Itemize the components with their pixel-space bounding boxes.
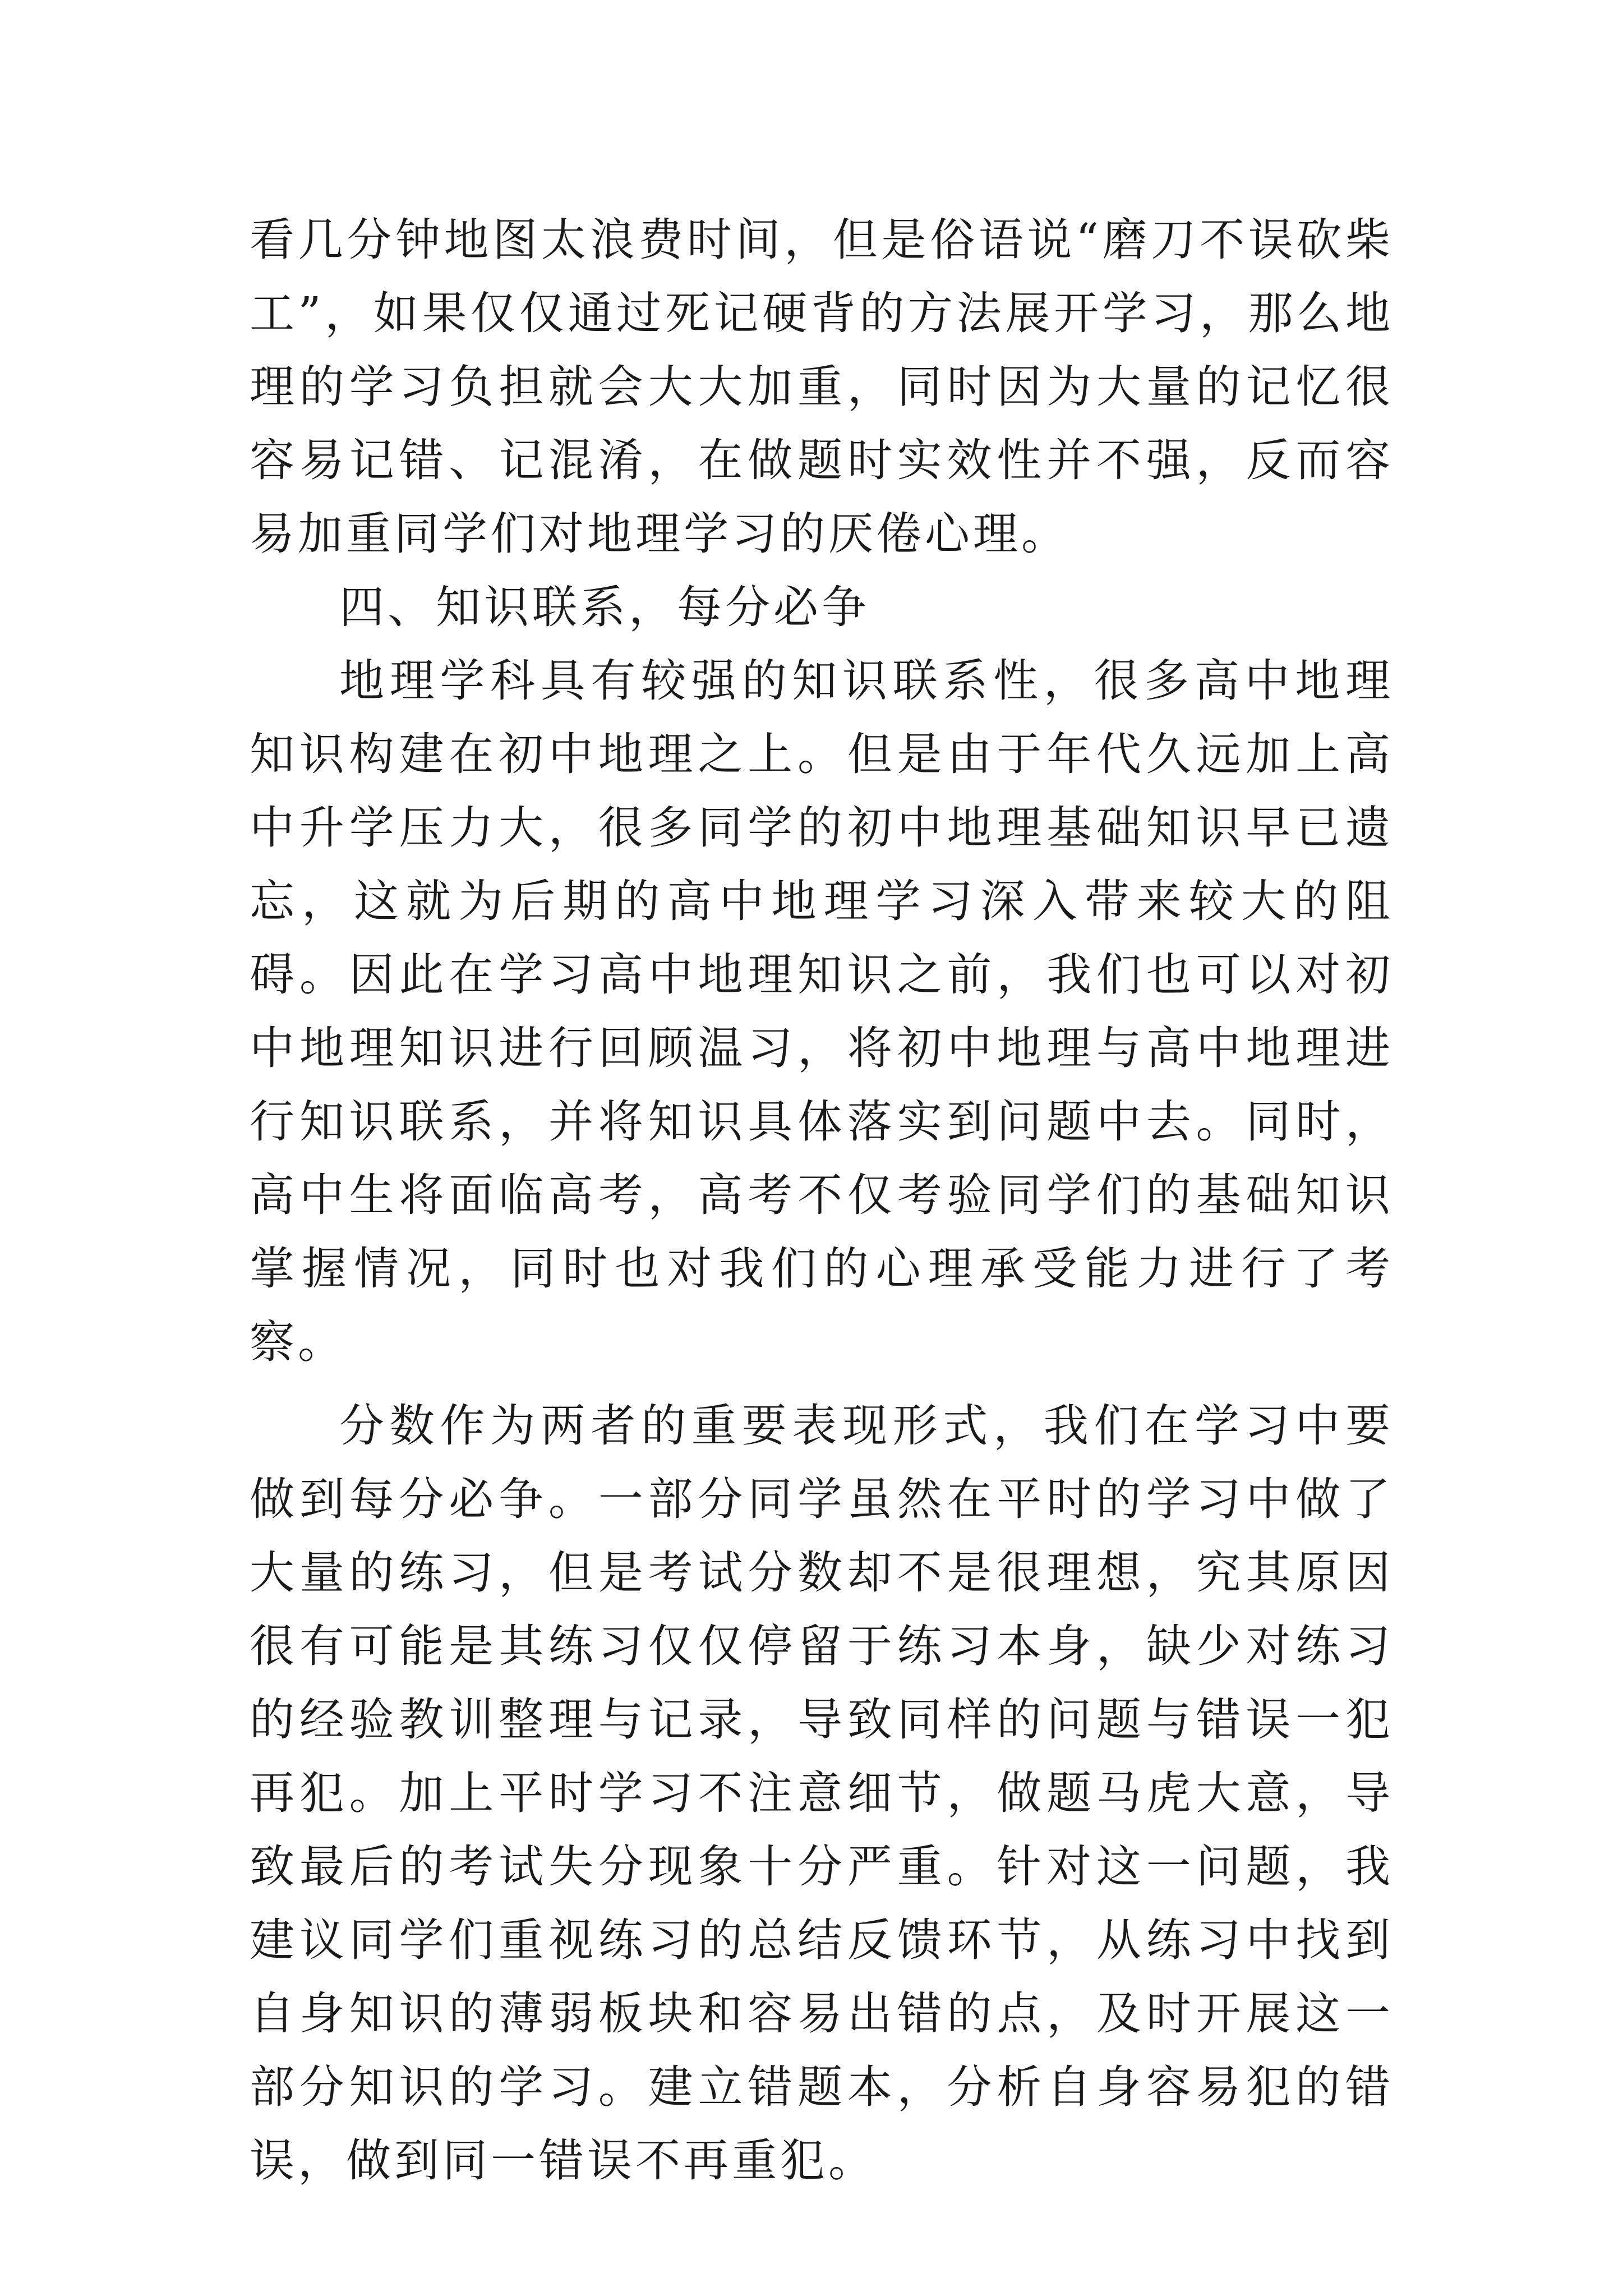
paragraph-continuation: 看几分钟地图太浪费时间，但是俗语说“磨刀不误砍柴工”，如果仅仅通过死记硬背的方法展开学习，那么地理的学习负担就会大大加重，同时因为大量的记忆很容易记错、记混淆，在做题时实效性并不强，反而容易加重同学们对地理学习的厌倦心理。 — [250, 214, 1394, 560]
section-heading: 四、知识联系，每分必争 — [339, 581, 870, 633]
paragraph-knowledge-connection: 地理学科具有较强的知识联系性，很多高中地理知识构建在初中地理之上。但是由于年代久远加上高中升学压力大，很多同学的初中地理基础知识早已遗忘，这就为后期的高中地理学习深入带来较大的阻碍。因此在学习高中地理知识之前，我们也可以对初中地理知识进行回顾温习，将初中地理与高中地理进行知识联系，并将知识具体落实到问题中去。同时，高中生将面临高考，高考不仅考验同学们的基础知识掌握情况，同时也对我们的心理承受能力进行了考察。 — [250, 655, 1394, 1368]
paragraph-every-point-counts: 分数作为两者的重要表现形式，我们在学习中要做到每分必争。一部分同学虽然在平时的学习中做了大量的练习，但是考试分数却不是很理想，究其原因很有可能是其练习仅仅停留于练习本身，缺少对练习的经验教训整理与记录，导致同样的问题与错误一犯再犯。加上平时学习不注意细节，做题马虎大意，导致最后的考试失分现象十分严重。针对这一问题，我建议同学们重视练习的总结反馈环节，从练习中找到自身知识的薄弱板块和容易出错的点，及时开展这一部分知识的学习。建立错题本，分析自身容易犯的错误，做到同一错误不再重犯。 — [250, 1400, 1394, 2187]
document-body — [250, 203, 1394, 2197]
